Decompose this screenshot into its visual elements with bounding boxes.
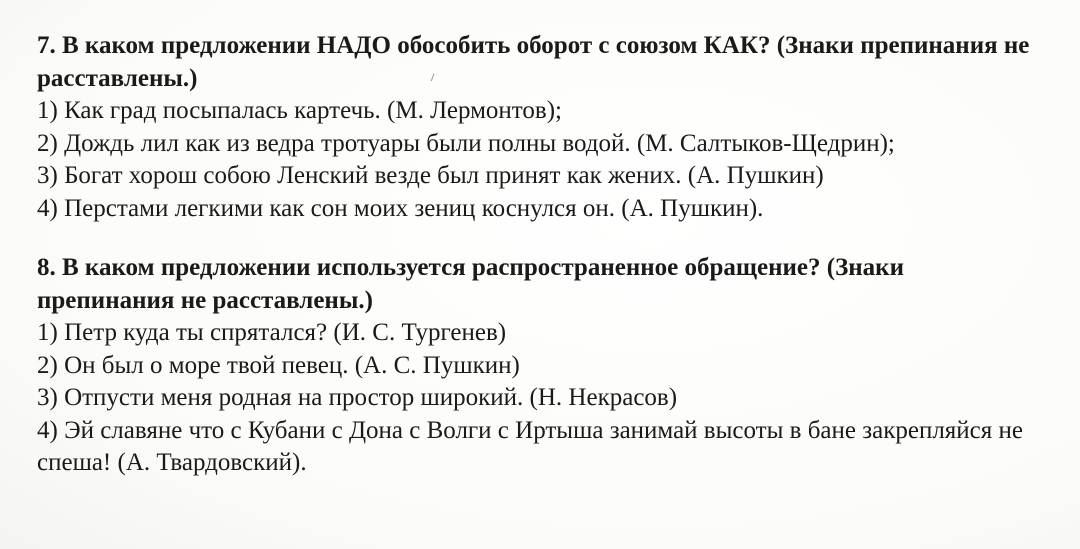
answer-option: 4) Эй славяне что с Кубани с Дона с Волги с Иртыша занимай высоты в бане закрепляйся не спеша! (А. Твардовский). bbox=[37, 416, 1023, 476]
answer-option: 2) Он был о море твой певец. (А. С. Пушкин) bbox=[37, 351, 520, 379]
answer-option: 2) Дождь лил как из ведра тротуары были полны водой. (М. Салтыков-Щедрин); bbox=[37, 129, 895, 157]
test-content bbox=[37, 30, 1047, 480]
question-title: 8. В каком предложении используется распространенное обращение? (Знаки препинания не расставлены.) bbox=[37, 254, 904, 314]
answer-option: 1) Петр куда ты спрятался? (И. С. Тургенев) bbox=[37, 319, 507, 346]
answer-option: 4) Перстами легкими как сон моих зениц коснулся он. (А. Пушкин). bbox=[37, 194, 764, 222]
answer-option: 3) Богат хорош собою Ленский везде был принят как жених. (А. Пушкин) bbox=[37, 162, 824, 189]
answer-option: 3) Отпусти меня родная на простор широкий. (Н. Некрасов) bbox=[37, 384, 678, 411]
question-title: 7. В каком предложении НАДО обособить оборот с союзом КАК? (Знаки препинания не расставлены.) bbox=[37, 32, 1030, 92]
question-7 bbox=[37, 30, 1047, 225]
question-8 bbox=[37, 252, 1047, 480]
answer-option: 1) Как град посыпалась картечь. (М. Лермонтов); bbox=[37, 97, 562, 124]
